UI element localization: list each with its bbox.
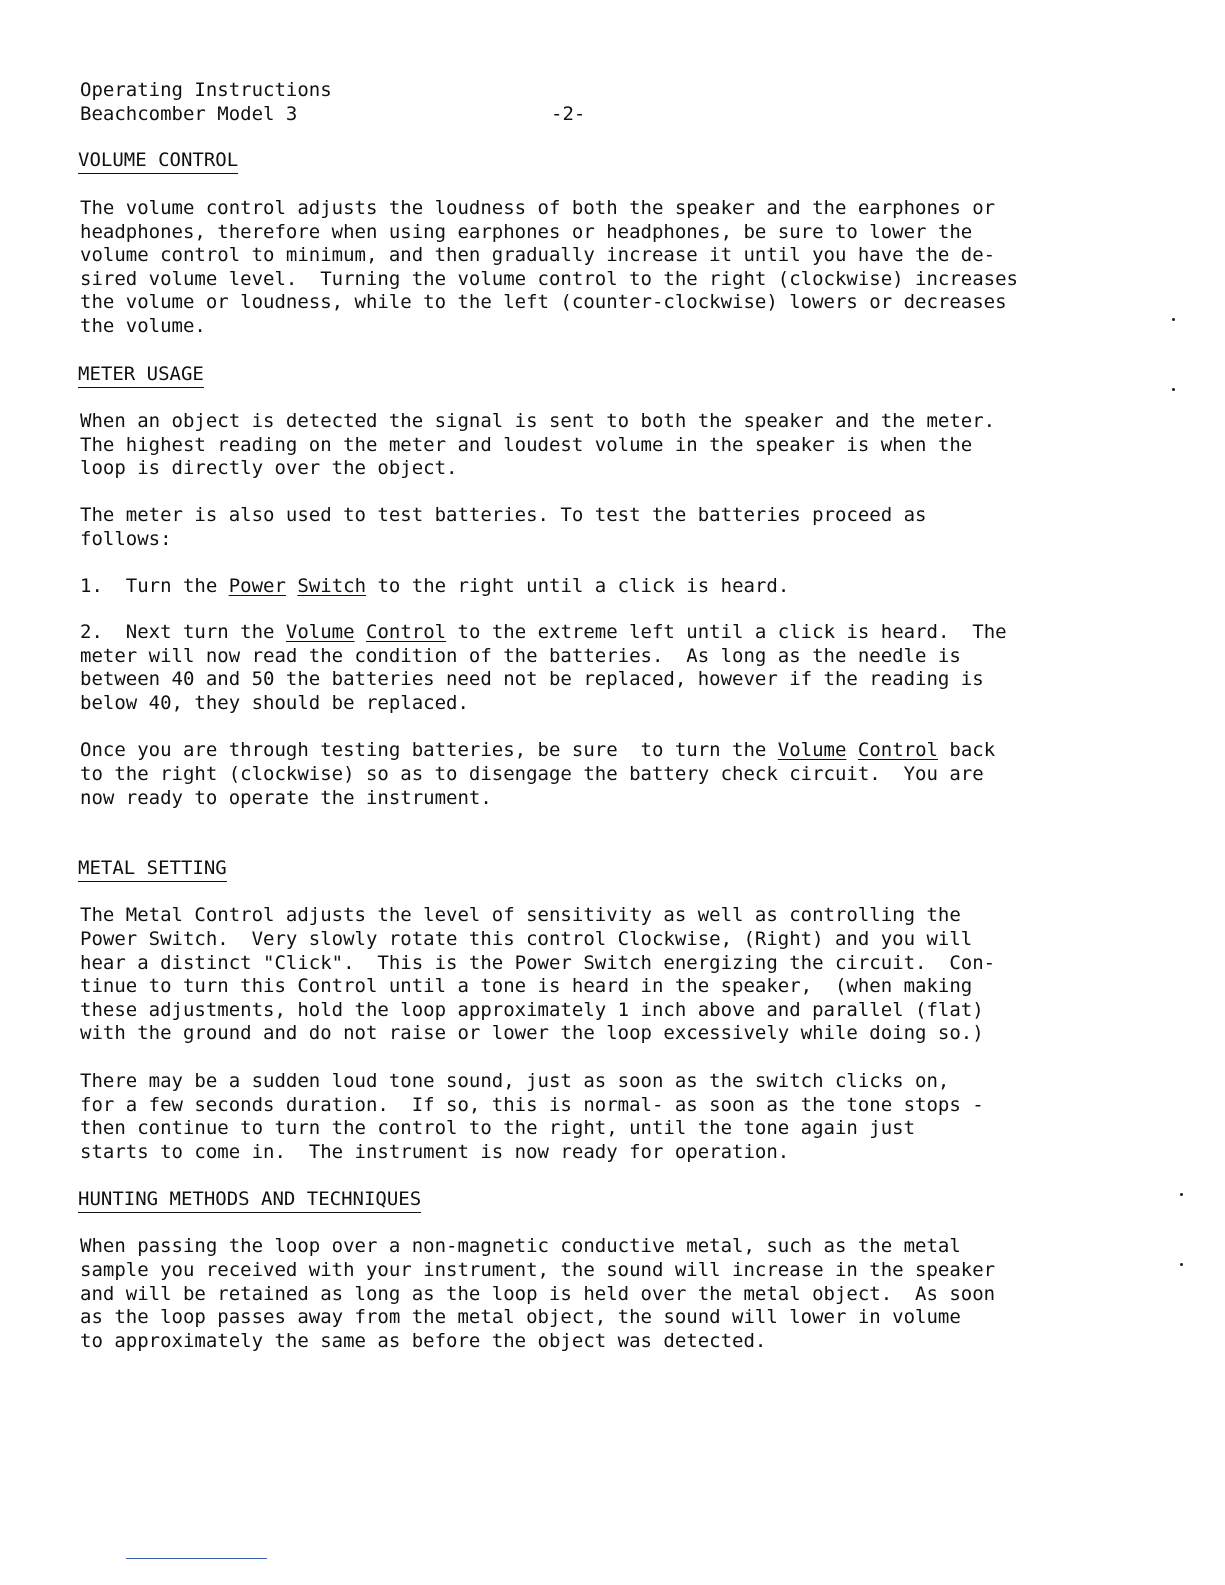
scan-speck bbox=[1180, 1193, 1183, 1196]
paragraph-line: sample you received with your instrument, the sound will increase in the speaker bbox=[80, 1259, 996, 1281]
paragraph-line: the volume or loudness, while to the left (counter-clockwise) lowers or decreases bbox=[80, 291, 1007, 313]
underlined-term: Control bbox=[857, 739, 938, 761]
paragraph-line: headphones, therefore when using earphones or headphones, be sure to lower the bbox=[80, 221, 973, 243]
paragraph-line: When passing the loop over a non-magnetic conductive metal, such as the metal bbox=[80, 1235, 961, 1257]
paragraph-line: When an object is detected the signal is sent to both the speaker and the meter. bbox=[80, 410, 996, 432]
scan-speck bbox=[1172, 318, 1175, 321]
paragraph-line: Once you are through testing batteries, be sure to turn the Volume Control back bbox=[80, 739, 996, 761]
header-title: Operating Instructions bbox=[80, 79, 332, 101]
paragraph-line: below 40, they should be replaced. bbox=[80, 692, 469, 714]
paragraph-line: Power Switch. Very slowly rotate this control Clockwise, (Right) and you will bbox=[80, 928, 973, 950]
section-heading-hunting-methods: HUNTING METHODS AND TECHNIQUES bbox=[78, 1187, 421, 1213]
paragraph-line: to approximately the same as before the object was detected. bbox=[80, 1330, 767, 1352]
paragraph-line: The Metal Control adjusts the level of sensitivity as well as controlling the bbox=[80, 904, 961, 926]
paragraph-line: The highest reading on the meter and loudest volume in the speaker is when the bbox=[80, 434, 973, 456]
header-model: Beachcomber Model 3 bbox=[80, 103, 298, 125]
paragraph-line: There may be a sudden loud tone sound, just as soon as the switch clicks on, bbox=[80, 1070, 950, 1092]
paragraph-line: starts to come in. The instrument is now ready for operation. bbox=[80, 1141, 790, 1163]
section-heading-volume-control: VOLUME CONTROL bbox=[78, 148, 238, 174]
page-number: -2- bbox=[551, 103, 586, 125]
paragraph-line: and will be retained as long as the loop is held over the metal object. As soon bbox=[80, 1283, 996, 1305]
paragraph-line: loop is directly over the object. bbox=[80, 457, 458, 479]
paragraph-line: volume control to minimum, and then gradually increase it until you have the de- bbox=[80, 244, 996, 266]
paragraph-line: hear a distinct "Click". This is the Power Switch energizing the circuit. Con- bbox=[80, 952, 996, 974]
paragraph-line: for a few seconds duration. If so, this is normal- as soon as the tone stops - bbox=[80, 1094, 984, 1116]
paragraph-line: these adjustments, hold the loop approximately 1 inch above and parallel (flat) bbox=[80, 999, 984, 1021]
paragraph-line: sired volume level. Turning the volume control to the right (clockwise) increases bbox=[80, 268, 1018, 290]
underlined-term: Control bbox=[366, 621, 447, 643]
underlined-term: Switch bbox=[297, 575, 367, 597]
underlined-term: Power bbox=[228, 575, 286, 597]
scan-speck bbox=[1180, 1263, 1183, 1266]
paragraph-line: meter will now read the condition of the batteries. As long as the needle is bbox=[80, 645, 961, 667]
paragraph-line: The meter is also used to test batteries. To test the batteries proceed as bbox=[80, 504, 927, 526]
footer-rule bbox=[126, 1558, 267, 1559]
paragraph-line: the volume. bbox=[80, 315, 206, 337]
paragraph-line: then continue to turn the control to the right, until the tone again just bbox=[80, 1117, 916, 1139]
paragraph-line: tinue to turn this Control until a tone is heard in the speaker, (when making bbox=[80, 975, 973, 997]
section-heading-meter-usage: METER USAGE bbox=[78, 362, 204, 388]
section-heading-metal-setting: METAL SETTING bbox=[78, 856, 227, 882]
underlined-term: Volume bbox=[777, 739, 847, 761]
paragraph-line: follows: bbox=[80, 528, 172, 550]
paragraph-line: The volume control adjusts the loudness of both the speaker and the earphones or bbox=[80, 197, 996, 219]
paragraph-line: to the right (clockwise) so as to disengage the battery check circuit. You are bbox=[80, 763, 984, 785]
scan-speck bbox=[1172, 388, 1175, 391]
paragraph-line: now ready to operate the instrument. bbox=[80, 787, 492, 809]
paragraph-line: with the ground and do not raise or lower the loop excessively while doing so.) bbox=[80, 1022, 984, 1044]
paragraph-line: as the loop passes away from the metal object, the sound will lower in volume bbox=[80, 1306, 961, 1328]
underlined-term: Volume bbox=[285, 621, 355, 643]
step-2-line: 2. Next turn the Volume Control to the extreme left until a click is heard. The bbox=[80, 621, 1007, 643]
step-1-line: 1. Turn the Power Switch to the right until a click is heard. bbox=[80, 575, 790, 597]
paragraph-line: between 40 and 50 the batteries need not be replaced, however if the reading is bbox=[80, 668, 984, 690]
